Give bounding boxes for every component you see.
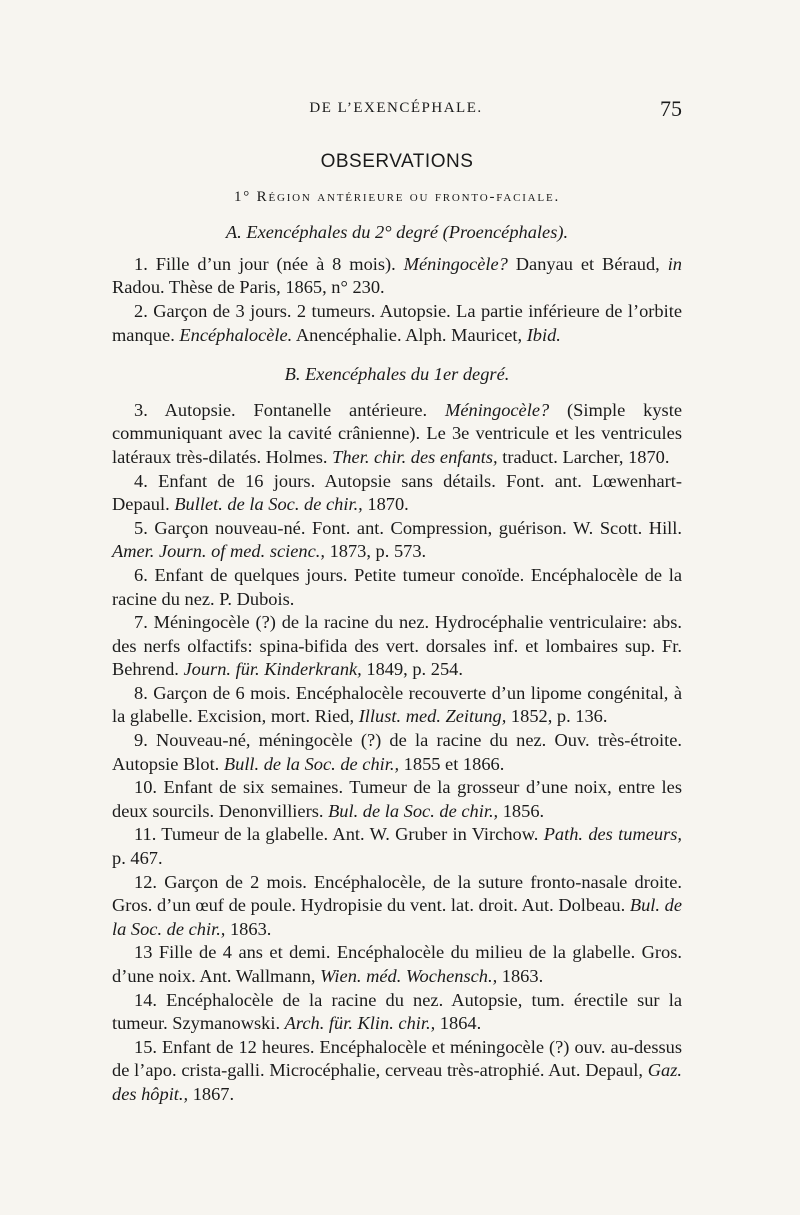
entry-text: 5. Garçon nouveau-né. Font. ant. Compression, guérison. W. Scott. Hill. xyxy=(134,517,682,538)
citation-italic: Bull. de la Soc. de chir., xyxy=(223,753,400,774)
citation-italic: Amer. Journ. of med. scienc., xyxy=(112,541,325,562)
observation-entry xyxy=(112,682,682,729)
citation-italic: Gaz. des hôpit., xyxy=(112,1060,682,1104)
entry-text: Anencéphalie. Alph. Mauricet, xyxy=(292,324,527,345)
entry-text: 1867. xyxy=(188,1083,235,1104)
entry-text: 1870. xyxy=(362,494,409,515)
subhead-a xyxy=(112,221,682,245)
entry-text: 1856. xyxy=(498,800,545,821)
entry-text: 12. Garçon de 2 mois. Encéphalocèle, de la suture fronto-nasale droite. Gros. d’un œuf de poule. Hydropisie du vent. lat. droit. Aut. Dolbeau. xyxy=(112,871,682,916)
entry-text: 11. Tumeur de la glabelle. Ant. W. Gruber in Virchow. xyxy=(134,824,544,845)
observation-entry xyxy=(112,564,682,611)
entry-text: (Simple kyste communiquant avec la cavité crânienne). Le 3e ventricule et les ventricules latéraux très-dilatés. Holmes. xyxy=(112,399,682,467)
entry-text: 8. Garçon de 6 mois. Encéphalocèle recouverte d’un lipome congénital, à la glabelle. Excision, mort. Ried, xyxy=(112,682,682,727)
observation-entry xyxy=(112,253,682,300)
entry-text: Radou. Thèse de Paris, 1865, n° 230. xyxy=(112,277,385,298)
subhead-b-text: B. Exencéphales du 1er degré. xyxy=(284,364,510,385)
citation-italic: Encéphalocèle. xyxy=(179,324,293,345)
entry-text: 13 Fille de 4 ans et demi. Encéphalocèle du milieu de la glabelle. Gros. d’une noix. Ant. Wallmann, xyxy=(112,942,682,986)
entry-text: 15. Enfant de 12 heures. Encéphalocèle et méningocèle (?) ouv. au-dessus de l’apo. crista-galli. Microcéphalie, cerveau très-atrophié. Aut. Depaul, xyxy=(112,1036,682,1081)
entry-text: 1863. xyxy=(497,966,544,986)
observation-entry xyxy=(112,989,682,1036)
page-content xyxy=(112,150,682,1107)
citation-italic: Illust. med. Zeitung, xyxy=(358,706,507,727)
observation-entry xyxy=(112,941,682,988)
subhead-a-text: A. Exencéphales du 2° degré (Proencéphales). xyxy=(225,222,569,243)
entry-text: traduct. Larcher, 1870. xyxy=(497,446,670,467)
entry-text: 7. Méningocèle (?) de la racine du nez. Hydrocéphalie ventriculaire: abs. des nerfs olfactifs: spina-bifida des vert. dorsales inf. et lombaires sup. Fr. Behrend. xyxy=(112,612,682,680)
citation-italic: in xyxy=(667,253,682,274)
page-number: 75 xyxy=(660,96,682,121)
observation-entry xyxy=(112,823,682,870)
entry-text: Danyau et Béraud, xyxy=(507,253,668,274)
observation-entry xyxy=(112,300,682,347)
entry-text: 6. Enfant de quelques jours. Petite tumeur conoïde. Encéphalocèle de la racine du nez. P. Dubois. xyxy=(112,564,682,609)
subhead-b xyxy=(112,363,682,387)
citation-italic: Ibid. xyxy=(526,324,561,345)
observation-entry xyxy=(112,871,682,942)
citation-italic: Méningocèle? xyxy=(403,253,508,274)
entry-text: 3. Autopsie. Fontanelle antérieure. xyxy=(134,399,446,420)
citation-italic: Path. des tumeurs, xyxy=(543,824,682,845)
entry-text: 1849, p. 254. xyxy=(361,659,463,680)
citation-italic: Wien. méd. Wochensch., xyxy=(320,966,498,986)
entry-text: 1863. xyxy=(225,918,272,939)
entry-text: 2. Garçon de 3 jours. 2 tumeurs. Autopsie. La partie inférieure de l’orbite manque. xyxy=(112,300,682,345)
citation-italic: Ther. chir. des enfants, xyxy=(332,446,498,467)
entry-text: 1852, p. 136. xyxy=(506,706,608,727)
observation-entry xyxy=(112,729,682,776)
section-title: OBSERVATIONS xyxy=(320,151,474,172)
observation-entry xyxy=(112,611,682,682)
entry-text: 10. Enfant de six semaines. Tumeur de la grosseur d’une noix, entre les deux sourcils. Denonvilliers. xyxy=(112,777,682,821)
entry-text: 4. Enfant de 16 jours. Autopsie sans détails. Font. ant. Lœwenhart-Depaul. xyxy=(112,470,682,515)
citation-italic: Bul. de la Soc. de chir., xyxy=(328,800,499,821)
observation-entry xyxy=(112,1036,682,1107)
entry-text: 1855 et 1866. xyxy=(399,753,505,774)
running-title: DE L’EXENCÉPHALE. xyxy=(309,100,483,116)
citation-italic: Journ. für. Kinderkrank, xyxy=(183,659,362,680)
entry-text: 1864. xyxy=(435,1013,482,1034)
entry-text: 1. Fille d’un jour (née à 8 mois). xyxy=(134,253,404,274)
entry-text: 9. Nouveau-né, méningocèle (?) de la racine du nez. Ouv. très-étroite. Autopsie Blot. xyxy=(112,730,682,774)
entry-text: p. 467. xyxy=(112,848,163,869)
entry-text: 1873, p. 573. xyxy=(324,541,427,562)
observation-entry xyxy=(112,470,682,517)
citation-italic: Arch. für. Klin. chir., xyxy=(284,1013,436,1034)
observation-entry xyxy=(112,517,682,564)
citation-italic: Bul. de la Soc. de chir., xyxy=(112,895,682,939)
observation-group-b xyxy=(112,399,682,1107)
observation-entry xyxy=(112,776,682,823)
running-head xyxy=(110,96,682,130)
citation-italic: Méningocèle? xyxy=(445,399,550,420)
citation-italic: Bullet. de la Soc. de chir., xyxy=(174,494,363,515)
observation-group-a xyxy=(112,253,682,347)
region-title: 1° Région antérieure ou fronto-faciale. xyxy=(233,188,561,205)
observation-entry xyxy=(112,399,682,470)
entry-text: 14. Encéphalocèle de la racine du nez. Autopsie, tum. érectile sur la tumeur. Szymanowski. xyxy=(112,989,682,1034)
